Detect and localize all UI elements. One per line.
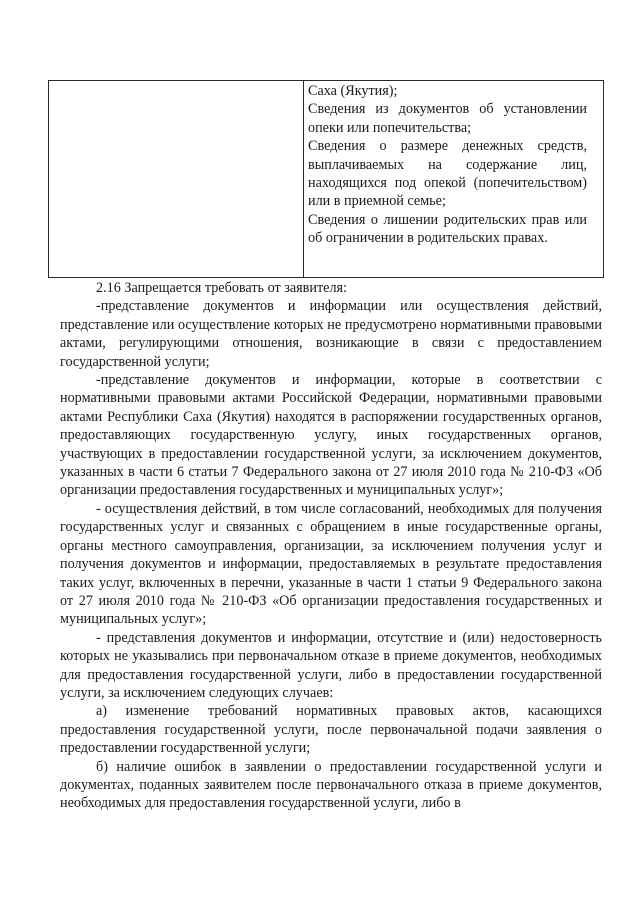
table-line-region: Саха (Якутия); (308, 83, 398, 99)
paragraph: - осуществления действий, в том числе согласований, необходимых для получения государственных услуг и связанных с обращением в иные государственные органы, органы местного самоуправления, организации, за исключением получения услуг и получения документов и информации, предоставляемых в результате предоставления таких услуг, включенных в перечни, указанные в части 1 статьи 9 Федерального закона от 27 июля 2010 года № 210-ФЗ «Об организации предоставления государственных и муниципальных услуг»; (60, 500, 602, 628)
paragraph: - представления документов и информации, отсутствие и (или) недостоверность которых не указывались при первоначальном отказе в приеме документов, необходимых для предоставления государственной услуги, либо в предоставлении государственной услуги, за исключением следующих случаев: (60, 629, 602, 701)
table-line-parental-rights: Сведения о лишении родительских прав или об ограничении в родительских правах. (308, 211, 587, 247)
table-cell-right (304, 81, 603, 277)
table-cell-left (49, 81, 304, 277)
paragraph: б) наличие ошибок в заявлении о предоставлении государственной услуги и документах, поданных заявителем после первоначального отказа в приеме документов, необходимых для предоставления государственной услуги, либо в (60, 758, 602, 812)
table-line-payments: Сведения о размере денежных средств, выплачиваемых на содержание лиц, находящихся под опекой (попечительством) или в приемной семье; (308, 138, 587, 210)
paragraph: а) изменение требований нормативных правовых актов, касающихся предоставления государственной услуги, после первоначальной подачи заявления о предоставлении государственной услуги; (60, 703, 602, 757)
section-heading: 2.16 Запрещается требовать от заявителя: (96, 280, 347, 296)
document-body (60, 279, 602, 813)
paragraph: -представление документов и информации или осуществления действий, представление или осуществление которых не предусмотрено нормативными правовыми актами, регулирующими отношения, возникающие в связи с предоставлением государственной услуги; (60, 298, 602, 370)
table-line-guardianship: Сведения из документов об установлении опеки или попечительства; (308, 101, 587, 136)
paragraph: -представление документов и информации, которые в соответствии с нормативными правовыми актами Российской Федерации, нормативными правовыми актами Республики Саха (Якутия) находятся в распоряжении государственных органов, предоставляющих государственную услугу, иных государственных органов, участвующих в предоставлении государственной услуги, за исключением документов, указанных в части 6 статьи 7 Федерального закона от 27 июля 2010 года № 210-ФЗ «Об организации предоставления государственных и муниципальных услуг»; (60, 372, 602, 499)
info-table (48, 80, 604, 278)
